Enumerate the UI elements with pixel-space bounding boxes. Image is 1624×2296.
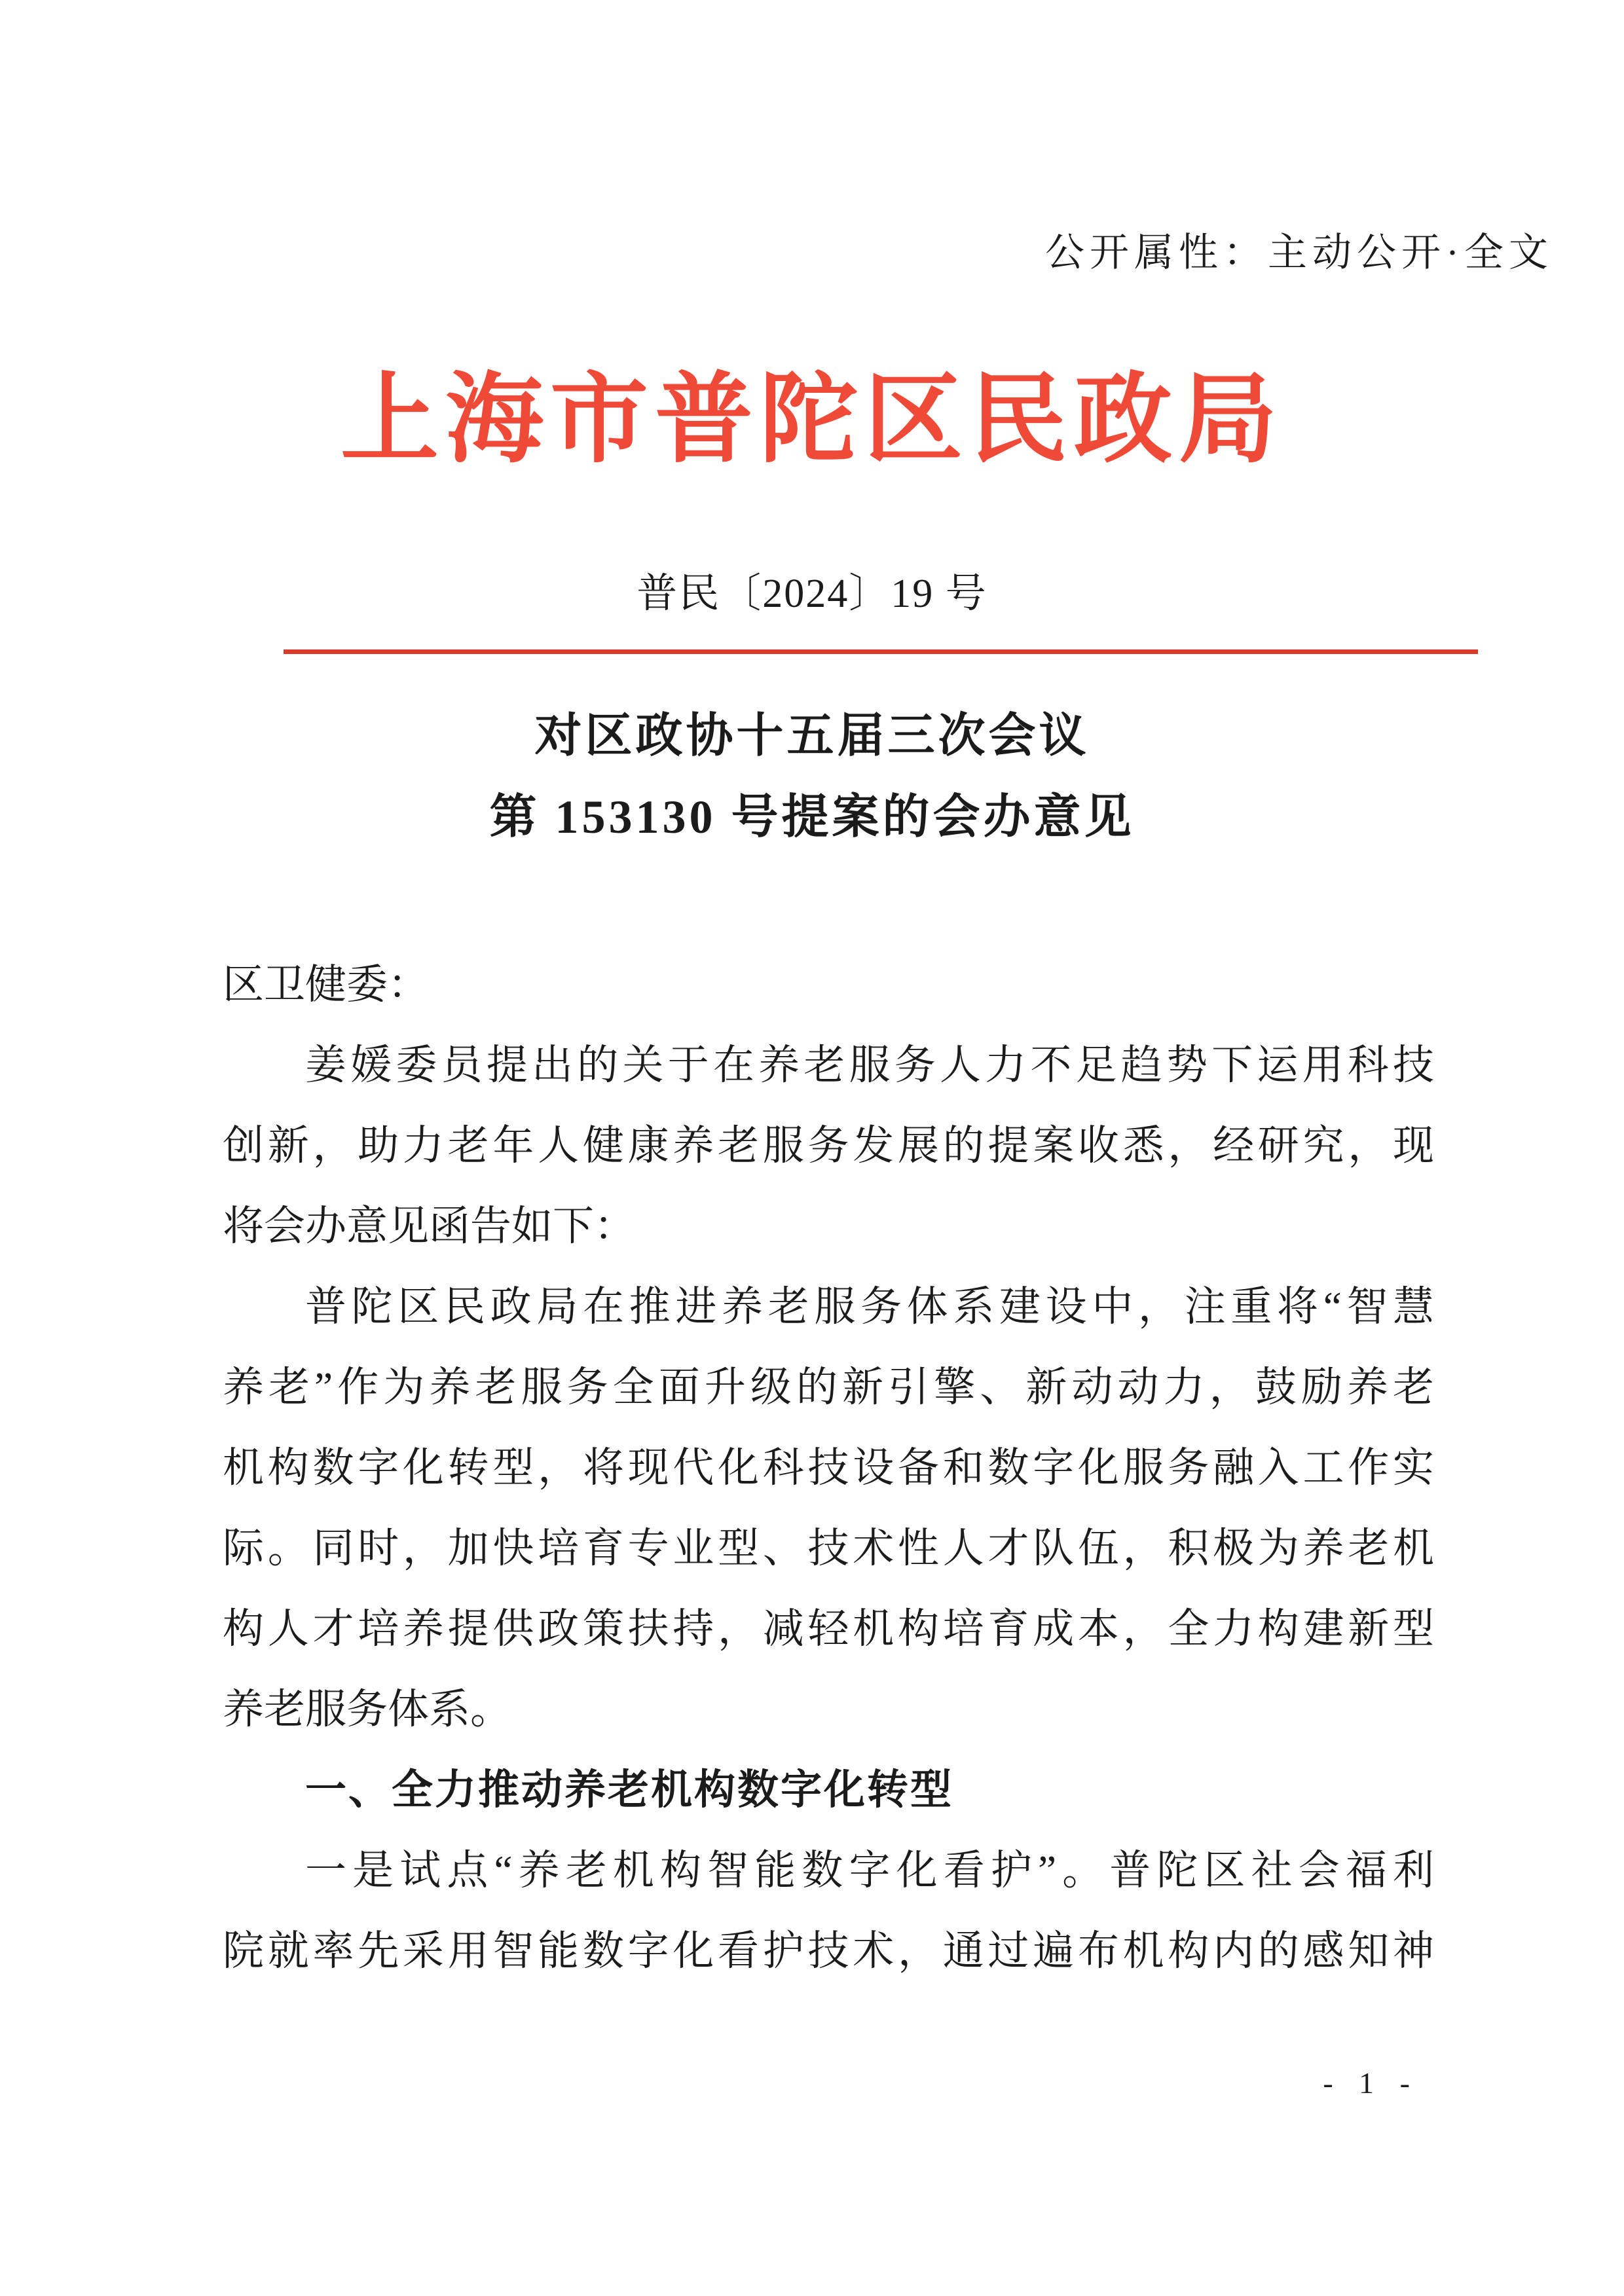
document-title-line2: 第 153130 号提案的会办意见 bbox=[489, 791, 1135, 843]
paragraph1-line1: 姜媛委员提出的关于在养老服务人力不足趋势下运用科技 bbox=[305, 1042, 1434, 1088]
page-number: - 1 - bbox=[1323, 2066, 1419, 2100]
paragraph1-line2: 创新，助力老年人健康养老服务发展的提案收悉，经研究，现 bbox=[223, 1123, 1434, 1169]
paragraph2-line1: 普陀区民政局在推进养老服务体系建设中，注重将“智慧 bbox=[305, 1284, 1434, 1330]
red-divider-line bbox=[284, 649, 1478, 654]
salutation: 区卫健委： bbox=[223, 962, 429, 1008]
letter-body bbox=[223, 945, 1434, 1992]
paragraph1-line3: 将会办意见函告如下： bbox=[223, 1203, 635, 1249]
paragraph3-line1: 一是试点“养老机构智能数字化看护”。普陀区社会福利 bbox=[305, 1848, 1434, 1893]
paragraph2-line5: 构人才培养提供政策扶持，减轻机构培育成本，全力构建新型 bbox=[223, 1606, 1434, 1652]
document-title bbox=[0, 695, 1624, 858]
paragraph2-line6: 养老服务体系。 bbox=[223, 1686, 511, 1732]
agency-masthead-title: 上海市普陀区民政局 bbox=[340, 366, 1283, 475]
paragraph2-line4: 际。同时，加快培育专业型、技术性人才队伍，积极为养老机 bbox=[223, 1525, 1434, 1571]
disclosure-notice: 公开属性：主动公开·全文 bbox=[1045, 231, 1553, 274]
document-number: 普民〔2024〕19 号 bbox=[637, 572, 987, 616]
paragraph2-line3: 机构数字化转型，将现代化科技设备和数字化服务融入工作实 bbox=[223, 1445, 1434, 1491]
paragraph3-line2: 院就率先采用智能数字化看护技术，通过遍布机构内的感知神 bbox=[223, 1928, 1434, 1974]
section-heading-1: 一、全力推动养老机构数字化转型 bbox=[305, 1767, 953, 1813]
document-title-line1: 对区政协十五届三次会议 bbox=[534, 710, 1090, 762]
paragraph2-line2: 养老”作为养老服务全面升级的新引擎、新动动力，鼓励养老 bbox=[223, 1364, 1434, 1410]
